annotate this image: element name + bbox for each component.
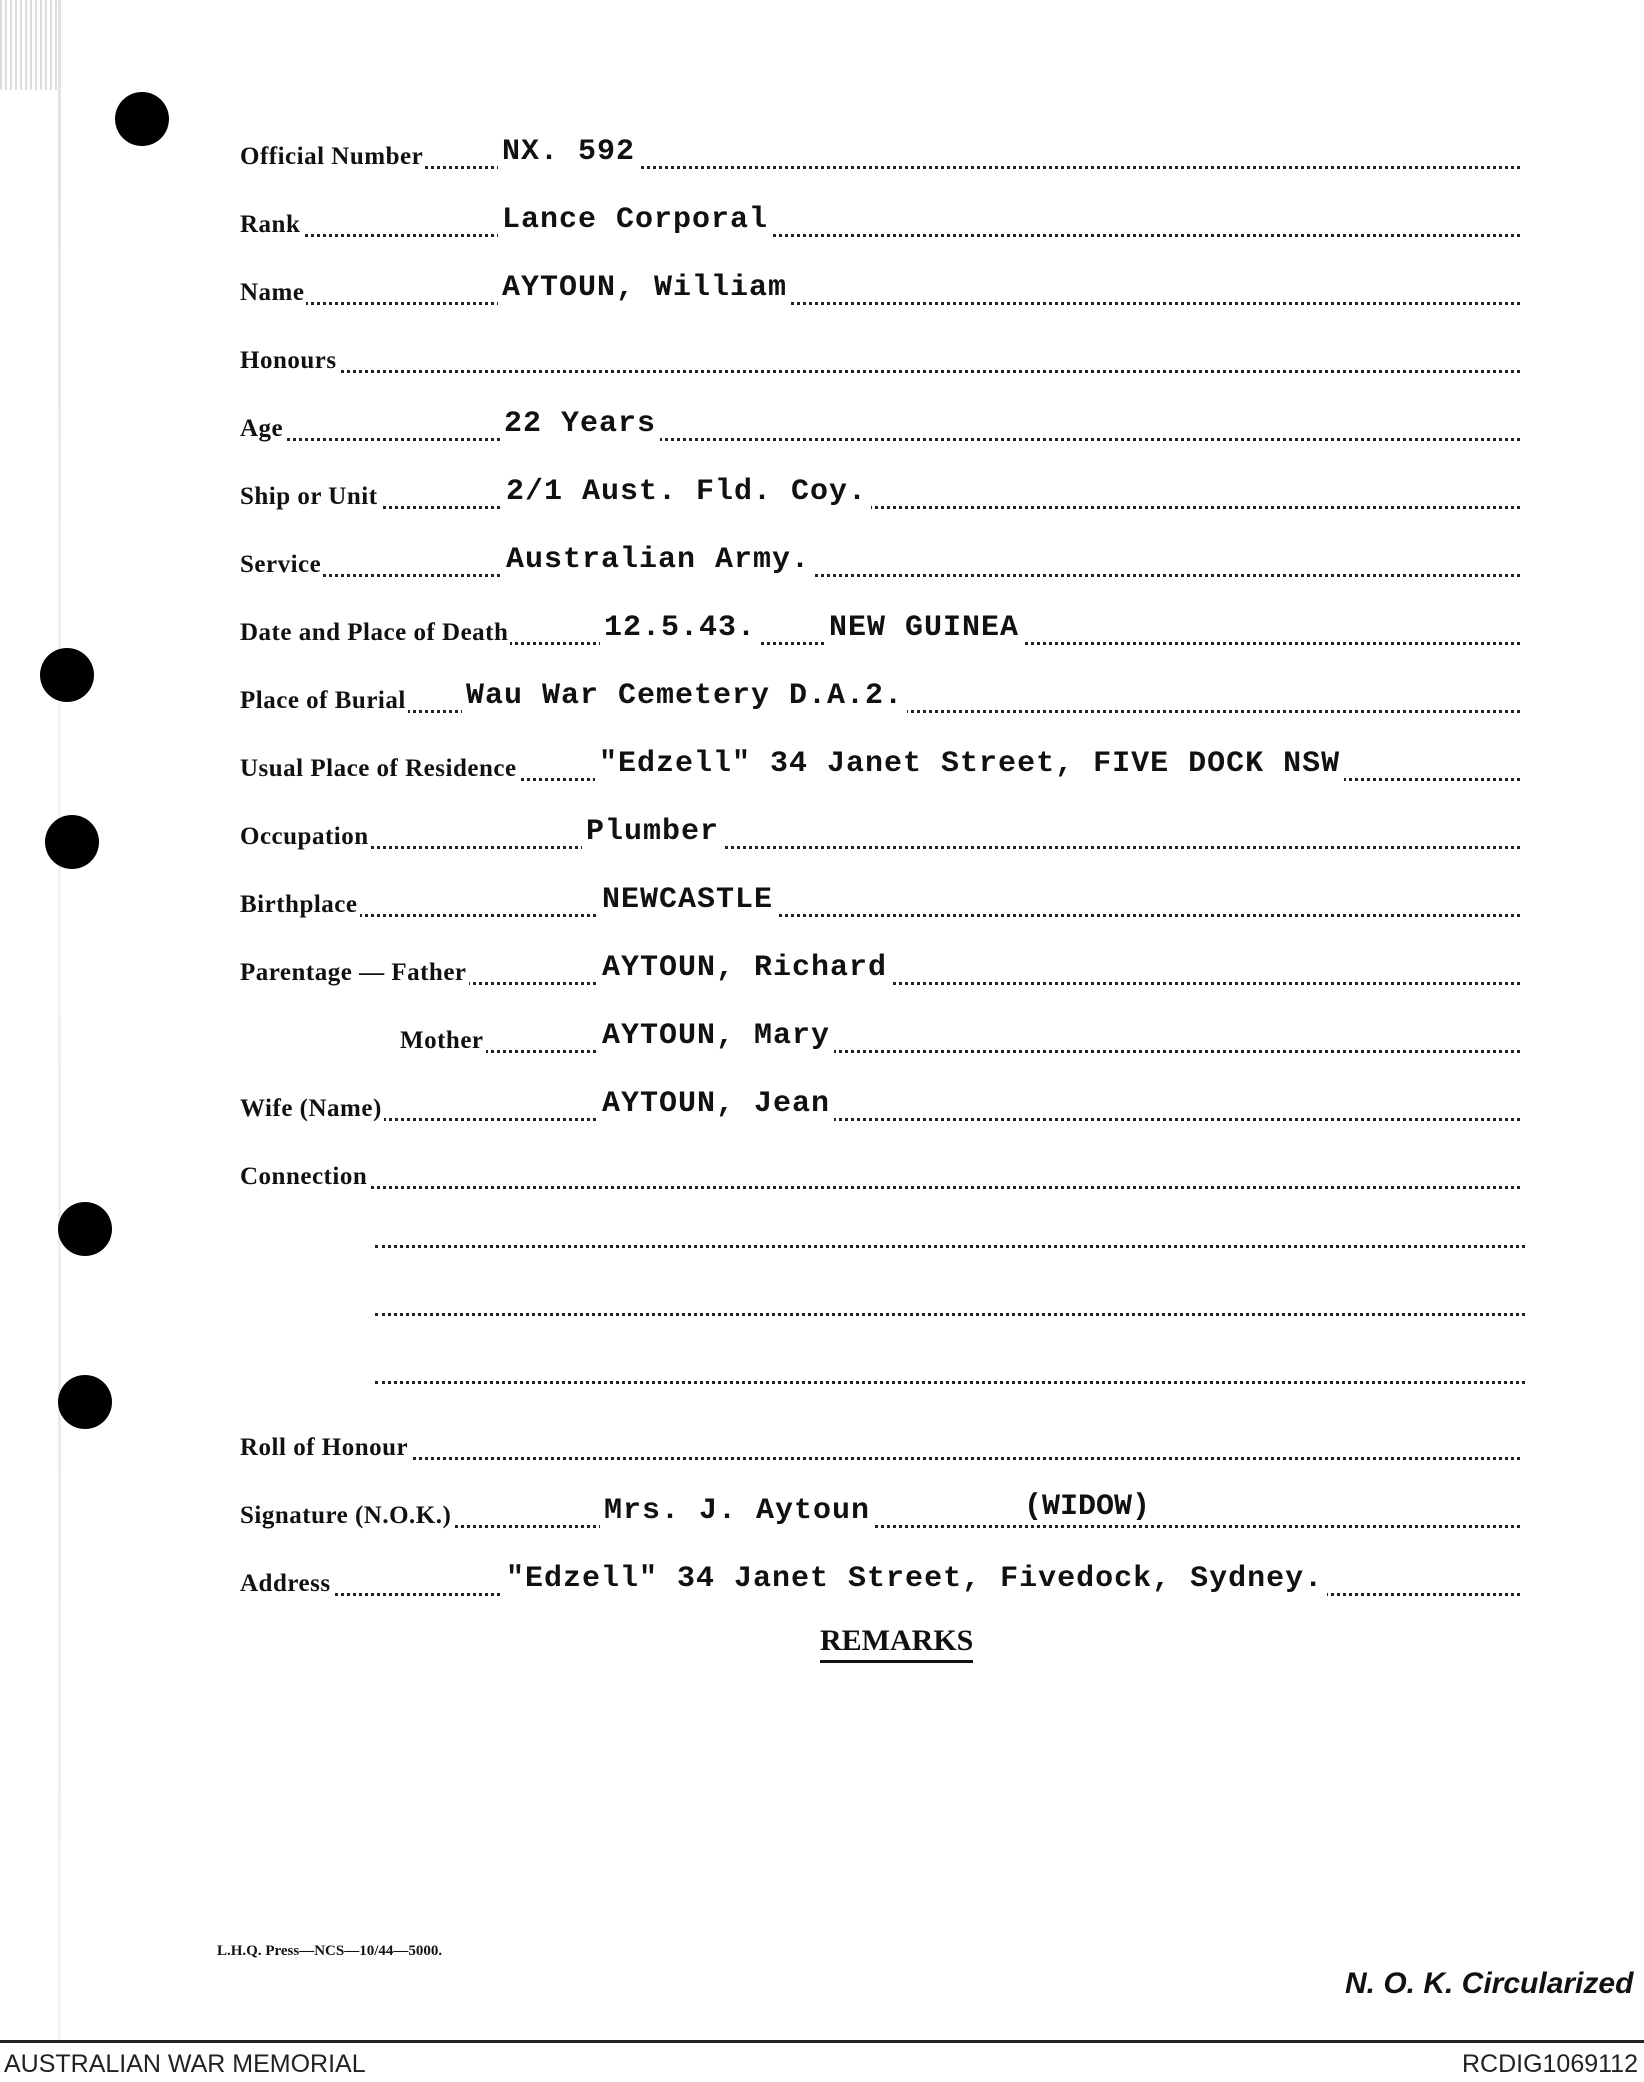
dotted-line	[240, 166, 1520, 169]
dotted-line	[240, 574, 1520, 577]
row-date-place-of-death	[240, 611, 1520, 651]
row-age	[240, 407, 1520, 447]
dotted-line	[240, 1118, 1520, 1121]
value-occupation: Plumber	[582, 815, 723, 849]
dotted-line	[240, 234, 1520, 237]
row-father	[240, 951, 1520, 991]
row-honours	[240, 339, 1520, 379]
connection-blank-line	[375, 1381, 1525, 1384]
row-service	[240, 543, 1520, 583]
label-connection: Connection	[240, 1163, 368, 1190]
dotted-line	[240, 1457, 1520, 1460]
punch-hole	[45, 815, 99, 869]
punch-hole	[58, 1202, 112, 1256]
dotted-line	[240, 370, 1520, 373]
value-place-of-death: NEW GUINEA	[825, 611, 1023, 645]
row-usual-place-of-residence	[240, 747, 1520, 787]
dotted-line	[240, 846, 1520, 849]
row-rank	[240, 203, 1520, 243]
value-signature-note: (WIDOW)	[1020, 1490, 1154, 1524]
value-birthplace: NEWCASTLE	[598, 883, 777, 917]
dotted-line	[240, 302, 1520, 305]
footer-rule	[0, 2040, 1644, 2043]
label-name: Name	[240, 279, 305, 306]
value-wife: AYTOUN, Jean	[598, 1087, 834, 1121]
remarks-heading: REMARKS	[820, 1624, 973, 1663]
label-wife: Wife (Name)	[240, 1095, 382, 1122]
dotted-line	[240, 1186, 1520, 1189]
dotted-line	[240, 438, 1520, 441]
footer-record-id: RCDIG1069112	[1461, 2050, 1638, 2078]
punch-hole	[58, 1375, 112, 1429]
connection-blank-line	[375, 1245, 1525, 1248]
row-ship-or-unit	[240, 475, 1520, 515]
label-signature: Signature (N.O.K.)	[240, 1502, 452, 1529]
printer-note: L.H.Q. Press—NCS—10/44—5000.	[217, 1943, 443, 1959]
value-name: AYTOUN, William	[498, 271, 791, 305]
label-address: Address	[240, 1570, 331, 1597]
row-birthplace	[240, 883, 1520, 923]
label-usual-place-of-residence: Usual Place of Residence	[240, 755, 517, 782]
punch-hole	[40, 648, 94, 702]
scan-edge-noise	[0, 0, 60, 90]
footer-source: AUSTRALIAN WAR MEMORIAL	[4, 2050, 366, 2078]
label-honours: Honours	[240, 347, 337, 374]
value-place-of-burial: Wau War Cemetery D.A.2.	[462, 679, 907, 713]
nok-circularized-stamp: N. O. K. Circularized	[1345, 1967, 1634, 2000]
row-place-of-burial	[240, 679, 1520, 719]
value-rank: Lance Corporal	[498, 203, 772, 237]
row-roll-of-honour	[240, 1426, 1520, 1466]
value-signature: Mrs. J. Aytoun	[600, 1494, 874, 1528]
row-address	[240, 1562, 1520, 1602]
value-service: Australian Army.	[502, 543, 814, 577]
label-occupation: Occupation	[240, 823, 369, 850]
row-official-number	[240, 135, 1520, 175]
label-father: Parentage — Father	[240, 959, 467, 986]
punch-hole	[115, 92, 169, 146]
dotted-line	[400, 1050, 1520, 1053]
label-ship-or-unit: Ship or Unit	[240, 483, 378, 510]
row-occupation	[240, 815, 1520, 855]
dotted-line	[240, 914, 1520, 917]
row-name	[240, 271, 1520, 311]
label-date-place-of-death: Date and Place of Death	[240, 619, 509, 646]
label-age: Age	[240, 415, 284, 442]
row-connection	[240, 1155, 1520, 1195]
value-address: "Edzell" 34 Janet Street, Fivedock, Sydney.	[502, 1562, 1327, 1596]
scan-streak	[58, 0, 61, 2040]
value-age: 22 Years	[500, 407, 660, 441]
value-mother: AYTOUN, Mary	[598, 1019, 834, 1053]
row-signature	[240, 1490, 1520, 1534]
value-ship-or-unit: 2/1 Aust. Fld. Coy.	[502, 475, 871, 509]
value-date-of-death: 12.5.43.	[600, 611, 760, 645]
label-roll-of-honour: Roll of Honour	[240, 1434, 409, 1461]
value-official-number: NX. 592	[498, 135, 639, 169]
label-service: Service	[240, 551, 322, 578]
label-birthplace: Birthplace	[240, 891, 358, 918]
label-mother: Mother	[400, 1027, 484, 1054]
row-wife	[240, 1087, 1520, 1127]
dotted-line	[240, 506, 1520, 509]
label-rank: Rank	[240, 211, 301, 238]
connection-blank-line	[375, 1313, 1525, 1316]
value-usual-place-of-residence: "Edzell" 34 Janet Street, FIVE DOCK NSW	[595, 747, 1344, 781]
label-place-of-burial: Place of Burial	[240, 687, 406, 714]
label-official-number: Official Number	[240, 143, 424, 170]
value-father: AYTOUN, Richard	[598, 951, 891, 985]
row-mother	[400, 1019, 1520, 1059]
